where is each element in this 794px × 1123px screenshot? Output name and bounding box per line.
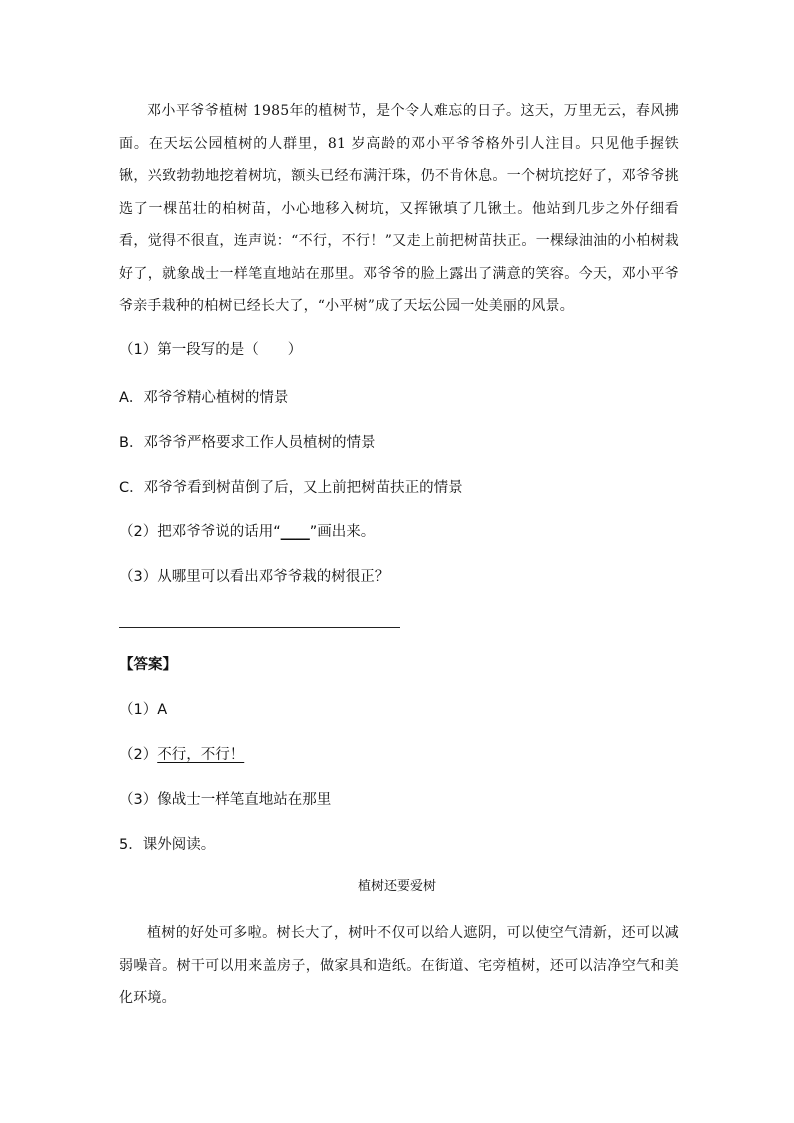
question-2-suffix: ”画出来。 — [309, 524, 376, 540]
question-2-blank: ____ — [280, 524, 310, 540]
question-2-prefix: （2）把邓爷爷说的话用“ — [119, 524, 281, 540]
option-b: B．邓爷爷严格要求工作人员植树的情景 — [119, 435, 376, 451]
question-2 — [119, 522, 375, 542]
answer-blank-line — [119, 627, 400, 628]
answer-2 — [119, 745, 244, 765]
answer-1: （1）A — [119, 702, 168, 718]
answer-2-prefix: （2） — [119, 747, 158, 763]
reading-passage: 邓小平爷爷植树 1985年的植树节，是个令人难忘的日子。这天，万里无云，春风拂面。在天坛公园植树的人群里，81 岁高龄的邓小平爷爷格外引人注目。只见他手握铁锹，兴致勃勃地挖着树坑，额头已经布满汗珠，仍不肯休息。一个树坑挖好了，邓爷爷挑选了一棵茁壮的柏树苗，小心地移入树坑，又挥锹填了几锹土。他站到几步之外仔细看看，觉得不很直，连声说：“不行，不行！”又走上前把树苗扶正。一棵绿油油的小柏树栽好了，就象战士一样笔直地站在那里。邓爷爷的脸上露出了满意的笑容。今天，邓小平爷爷亲手栽种的柏树已经长大了，“小平树”成了天坛公园一处美丽的风景。 — [119, 103, 679, 314]
option-a: A．邓爷爷精心植树的情景 — [119, 390, 289, 406]
question-1: （1）第一段写的是（ ） — [119, 342, 303, 358]
answer-3: （3）像战士一样笔直地站在那里 — [119, 792, 332, 808]
answer-heading: 【答案】 — [119, 657, 177, 673]
passage-title: 植树还要爱树 — [357, 879, 436, 894]
option-c: C．邓爷爷看到树苗倒了后，又上前把树苗扶正的情景 — [119, 480, 463, 496]
reading-passage-2: 植树的好处可多啦。树长大了，树叶不仅可以给人遮阴，可以使空气清新，还可以减弱噪音。树干可以用来盖房子，做家具和造纸。在街道、宅旁植树，还可以洁净空气和美化环境。 — [119, 925, 679, 1006]
answer-2-text: 不行，不行！ — [157, 747, 245, 763]
question-3: （3）从哪里可以看出邓爷爷栽的树很正？ — [119, 569, 390, 585]
section-5-label: 5．课外阅读。 — [119, 837, 216, 853]
